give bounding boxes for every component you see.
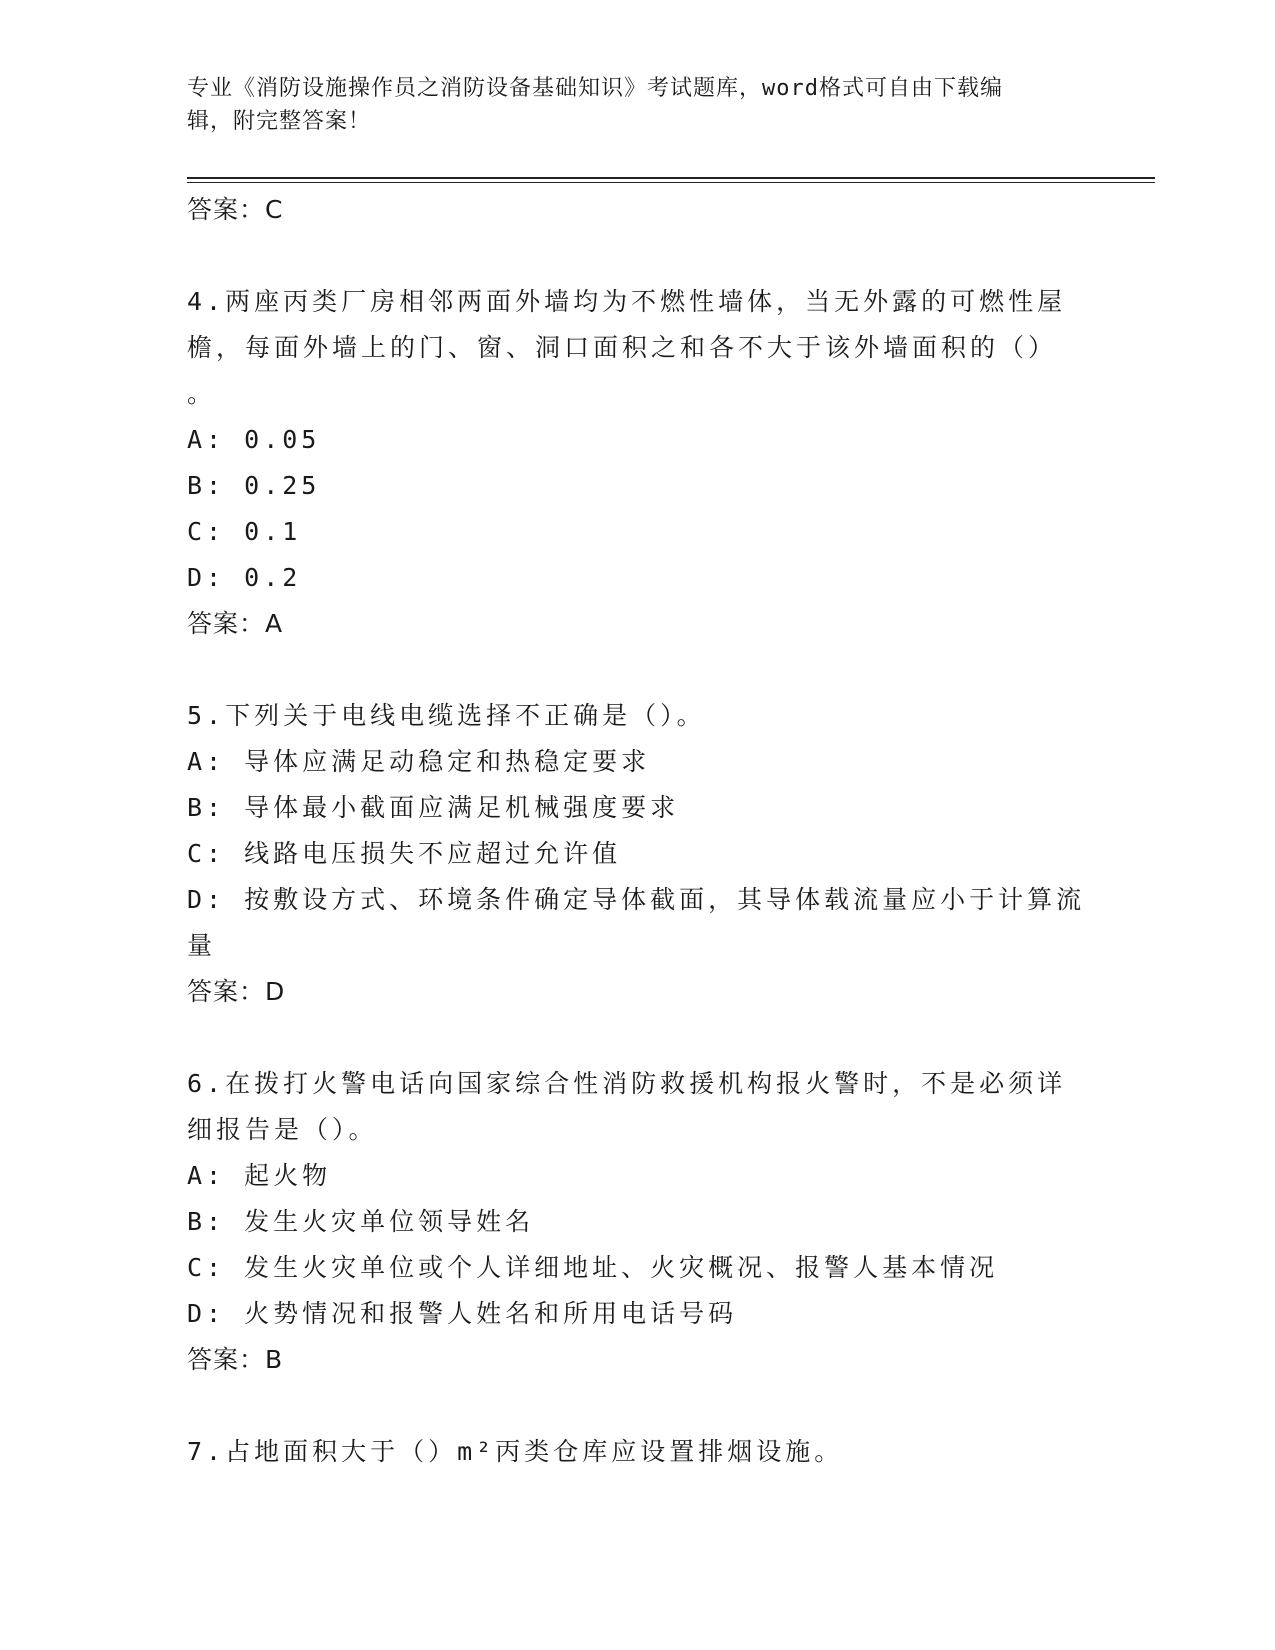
document-header [187, 72, 1067, 138]
option-c: C: 0.1 [187, 517, 302, 546]
option-b: B: 发生火灾单位领导姓名 [187, 1207, 535, 1236]
question-text: 6.在拨打火警电话向国家综合性消防救援机构报火警时，不是必须详 [187, 1069, 1067, 1098]
question-4 [187, 279, 1087, 647]
option-b: B: 导体最小截面应满足机械强度要求 [187, 793, 680, 822]
option-a: A: 0.05 [187, 425, 321, 454]
option-d: D: 火势情况和报警人姓名和所用电话号码 [187, 1299, 738, 1328]
option-b: B: 0.25 [187, 471, 321, 500]
question-text: 细报告是（）。 [187, 1115, 378, 1144]
header-divider [187, 177, 1155, 179]
question-text: 。 [187, 379, 213, 408]
option-c: C: 线路电压损失不应超过允许值 [187, 839, 622, 868]
question-text: 4.两座丙类厂房相邻两面外墙均为不燃性墙体，当无外露的可燃性屋 [187, 287, 1067, 316]
answer-line: 答案：C [187, 195, 284, 224]
question-text: 檐，每面外墙上的门、窗、洞口面积之和各不大于该外墙面积的（） [187, 333, 1058, 362]
question-text: 7.占地面积大于（）m²丙类仓库应设置排烟设施。 [187, 1437, 844, 1466]
header-divider-thin [187, 182, 1155, 183]
question-text: 5.下列关于电线电缆选择不正确是（）。 [187, 701, 706, 730]
question-5 [187, 693, 1087, 1015]
option-d: D: 0.2 [187, 563, 302, 592]
option-c: C: 发生火灾单位或个人详细地址、火灾概况、报警人基本情况 [187, 1253, 999, 1282]
option-a: A: 导体应满足动稳定和热稳定要求 [187, 747, 651, 776]
answer-line: 答案：B [187, 1345, 284, 1374]
header-line: 辑，附完整答案！ [187, 109, 372, 134]
answer-line: 答案：A [187, 609, 284, 638]
question-6 [187, 1061, 1087, 1383]
answer-line: 答案：D [187, 977, 286, 1006]
question-list [187, 187, 1087, 1475]
header-line: 专业《消防设施操作员之消防设备基础知识》考试题库，word格式可自由下载编 [187, 76, 1003, 101]
question-7 [187, 1429, 1087, 1475]
option-a: A: 起火物 [187, 1161, 332, 1190]
option-d-continued: 量 [187, 931, 217, 960]
option-d: D: 按敷设方式、环境条件确定导体截面，其导体载流量应小于计算流 [187, 885, 1086, 914]
